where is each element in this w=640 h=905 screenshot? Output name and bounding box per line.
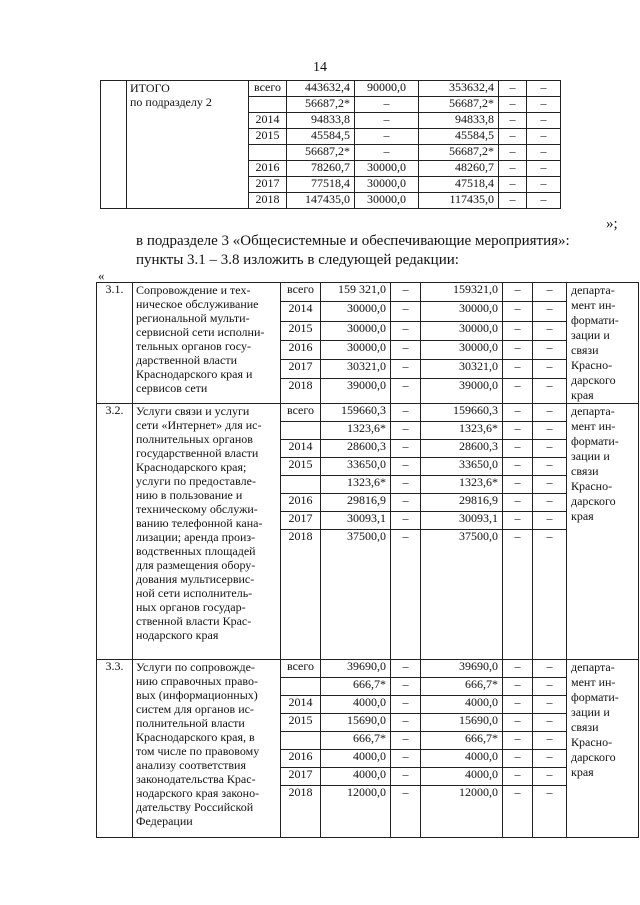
regional-cell: 56687,2* [419, 97, 499, 113]
federal-cell: – [391, 283, 421, 302]
regional-cell: 159321,0 [421, 283, 503, 302]
description-line: анализу соответствия [136, 758, 246, 772]
executor-line: формати- [571, 690, 619, 704]
executor-line: Красно- [571, 735, 613, 749]
other-cell: – [533, 512, 567, 530]
other-cell: – [527, 193, 561, 209]
year-cell [249, 97, 287, 113]
federal-cell: – [391, 476, 421, 494]
description-line: систем для органов ис- [136, 702, 254, 716]
description-line: услуги по предоставле- [136, 474, 256, 488]
description-line: дательству Российской [136, 800, 254, 814]
description-line: Федерации [136, 814, 193, 828]
description-line: дования мультисервис- [136, 572, 255, 586]
federal-cell: – [391, 360, 421, 379]
table-row [97, 404, 639, 422]
executor-line: зации и [571, 705, 610, 719]
year-cell: 2014 [281, 302, 321, 321]
executor-line: дарского [571, 373, 616, 387]
executor-line: Красно- [571, 358, 613, 372]
other-cell: – [533, 476, 567, 494]
regional-cell: 47518,4 [419, 177, 499, 193]
paragraph-line-1: в подразделе 3 «Общесистемные и обеспечивающие мероприятия»: [136, 233, 570, 249]
local-cell: – [503, 458, 533, 476]
other-cell: – [533, 678, 567, 696]
other-cell: – [533, 302, 567, 321]
total-cell: 30093,1 [321, 512, 391, 530]
description-line: полнительных органов [136, 432, 253, 446]
federal-cell: – [355, 129, 419, 145]
year-cell: всего [249, 81, 287, 97]
local-cell: – [503, 696, 533, 714]
year-cell: 2018 [281, 530, 321, 660]
local-cell: – [499, 161, 527, 177]
total-cell: 4000,0 [321, 768, 391, 786]
federal-cell: – [391, 302, 421, 321]
executor-line: департа- [571, 283, 615, 297]
total-cell: 30000,0 [321, 302, 391, 321]
federal-cell: – [355, 97, 419, 113]
year-cell: 2015 [281, 714, 321, 732]
local-cell: – [503, 283, 533, 302]
federal-cell: – [355, 113, 419, 129]
other-cell: – [533, 360, 567, 379]
closing-quote: »; [606, 216, 618, 232]
item-description [133, 283, 281, 404]
total-cell: 30000,0 [321, 321, 391, 340]
regional-cell: 1323,6* [421, 422, 503, 440]
local-cell: – [503, 714, 533, 732]
description-line: ных органов государ- [136, 600, 246, 614]
federal-cell: – [391, 530, 421, 660]
other-cell: – [533, 494, 567, 512]
federal-cell: 30000,0 [355, 177, 419, 193]
local-cell: – [499, 177, 527, 193]
regional-cell: 666,7* [421, 732, 503, 750]
regional-cell: 30000,0 [421, 321, 503, 340]
year-cell [281, 732, 321, 750]
regional-cell: 30000,0 [421, 340, 503, 359]
description-line: Сопровождение и тех- [136, 283, 251, 297]
description-line: Краснодарского края и [136, 367, 253, 381]
regional-cell: 30321,0 [421, 360, 503, 379]
federal-cell: 90000,0 [355, 81, 419, 97]
year-cell: 2014 [281, 440, 321, 458]
executor-line: связи [571, 343, 599, 357]
description-line: законодательства Крас- [136, 772, 256, 786]
local-cell: – [503, 678, 533, 696]
description-line: региональной мульти- [136, 311, 250, 325]
total-cell: 666,7* [321, 678, 391, 696]
description-line: Услуги по сопровожде- [136, 660, 255, 674]
executor-line: края [571, 765, 594, 779]
local-cell: – [503, 302, 533, 321]
total-cell: 39000,0 [321, 379, 391, 404]
local-cell: – [503, 340, 533, 359]
total-cell: 94833,8 [287, 113, 355, 129]
regional-cell: 39690,0 [421, 660, 503, 678]
other-cell: – [533, 440, 567, 458]
total-cell: 28600,3 [321, 440, 391, 458]
executor-line: формати- [571, 434, 619, 448]
total-cell: 443632,4 [287, 81, 355, 97]
description-line: водственных площадей [136, 544, 256, 558]
other-cell: – [533, 340, 567, 359]
description-line: ной сети исполнитель- [136, 586, 253, 600]
local-cell: – [499, 193, 527, 209]
total-cell: 1323,6* [321, 422, 391, 440]
federal-cell: – [391, 696, 421, 714]
regional-cell: 45584,5 [419, 129, 499, 145]
subtotal-label-line: по подразделу 2 [130, 95, 212, 109]
regional-cell: 4000,0 [421, 696, 503, 714]
federal-cell: – [391, 678, 421, 696]
regional-cell: 30093,1 [421, 512, 503, 530]
federal-cell: – [391, 750, 421, 768]
local-cell: – [503, 768, 533, 786]
description-line: тельных органов госу- [136, 339, 251, 353]
total-cell: 147435,0 [287, 193, 355, 209]
year-cell: 2016 [249, 161, 287, 177]
executor-line: Красно- [571, 479, 613, 493]
description-line: нию справочных право- [136, 674, 259, 688]
year-cell: 2015 [281, 321, 321, 340]
federal-cell: – [391, 340, 421, 359]
regional-cell: 30000,0 [421, 302, 503, 321]
local-cell: – [503, 404, 533, 422]
executor-cell [567, 660, 639, 838]
regional-cell: 4000,0 [421, 768, 503, 786]
local-cell: – [503, 476, 533, 494]
year-cell: всего [281, 283, 321, 302]
federal-cell: – [355, 145, 419, 161]
local-cell: – [503, 512, 533, 530]
federal-cell: – [391, 494, 421, 512]
description-line: сервисов сети [136, 381, 208, 395]
subtotal-label-line: ИТОГО [130, 81, 170, 95]
other-cell: – [533, 750, 567, 768]
year-cell: всего [281, 404, 321, 422]
table-row [101, 81, 561, 97]
total-cell: 33650,0 [321, 458, 391, 476]
year-cell: 2017 [281, 512, 321, 530]
executor-line: мент ин- [571, 298, 616, 312]
subtotal-label [127, 81, 249, 209]
federal-cell: – [391, 732, 421, 750]
local-cell: – [499, 145, 527, 161]
local-cell: – [499, 129, 527, 145]
year-cell: 2015 [281, 458, 321, 476]
year-cell [281, 422, 321, 440]
other-cell: – [533, 321, 567, 340]
local-cell: – [503, 494, 533, 512]
description-line: сети «Интернет» для ис- [136, 418, 262, 432]
year-cell: 2015 [249, 129, 287, 145]
total-cell: 4000,0 [321, 696, 391, 714]
federal-cell: – [391, 512, 421, 530]
total-cell: 30000,0 [321, 340, 391, 359]
total-cell: 1323,6* [321, 476, 391, 494]
description-line: дарственной власти [136, 353, 238, 367]
total-cell: 56687,2* [287, 97, 355, 113]
total-cell: 30321,0 [321, 360, 391, 379]
total-cell: 77518,4 [287, 177, 355, 193]
item-number: 3.2. [97, 404, 133, 660]
regional-cell: 33650,0 [421, 458, 503, 476]
description-line: том числе по правовому [136, 744, 260, 758]
total-cell: 29816,9 [321, 494, 391, 512]
total-cell: 159 321,0 [321, 283, 391, 302]
executor-line: департа- [571, 404, 615, 418]
item-number: 3.1. [97, 283, 133, 404]
local-cell: – [503, 530, 533, 660]
year-cell: 2016 [281, 340, 321, 359]
other-cell: – [527, 129, 561, 145]
amendment-paragraph [136, 232, 616, 270]
other-cell: – [527, 97, 561, 113]
local-cell: – [503, 379, 533, 404]
federal-cell: – [391, 422, 421, 440]
description-line: Краснодарского края; [136, 460, 247, 474]
total-cell: 12000,0 [321, 786, 391, 838]
executor-line: департа- [571, 660, 615, 674]
local-cell: – [503, 321, 533, 340]
other-cell: – [533, 768, 567, 786]
year-cell: 2016 [281, 750, 321, 768]
executor-line: зации и [571, 328, 610, 342]
other-cell: – [527, 177, 561, 193]
description-line: Краснодарского края, в [136, 730, 255, 744]
description-line: нию в пользование и [136, 488, 243, 502]
local-cell: – [503, 786, 533, 838]
regional-cell: 48260,7 [419, 161, 499, 177]
description-line: техническому обслужи- [136, 502, 258, 516]
executor-cell [567, 404, 639, 660]
item-number: 3.3. [97, 660, 133, 838]
total-cell: 45584,5 [287, 129, 355, 145]
executor-line: края [571, 509, 594, 523]
measures-table [96, 282, 639, 838]
other-cell: – [533, 404, 567, 422]
subtotal-body [101, 81, 561, 209]
table-row [97, 660, 639, 678]
federal-cell: – [391, 660, 421, 678]
other-cell: – [533, 283, 567, 302]
other-cell: – [533, 696, 567, 714]
federal-cell: – [391, 379, 421, 404]
total-cell: 159660,3 [321, 404, 391, 422]
regional-cell: 159660,3 [421, 404, 503, 422]
local-cell: – [499, 113, 527, 129]
item-description [133, 660, 281, 838]
local-cell: – [499, 81, 527, 97]
regional-cell: 37500,0 [421, 530, 503, 660]
other-cell: – [533, 458, 567, 476]
page-number: 14 [313, 60, 327, 75]
federal-cell: – [391, 404, 421, 422]
federal-cell: – [391, 714, 421, 732]
year-cell [281, 476, 321, 494]
federal-cell: – [391, 321, 421, 340]
description-line: ственной власти Крас- [136, 614, 252, 628]
total-cell: 56687,2* [287, 145, 355, 161]
regional-cell: 28600,3 [421, 440, 503, 458]
local-cell: – [503, 422, 533, 440]
other-cell: – [533, 422, 567, 440]
item-description [133, 404, 281, 660]
regional-cell: 12000,0 [421, 786, 503, 838]
description-line: Услуги связи и услуги [136, 404, 250, 418]
description-line: ническое обслуживание [136, 297, 259, 311]
subtotal-table [100, 80, 561, 209]
description-line: для размещения обору- [136, 558, 256, 572]
measures-body [97, 283, 639, 838]
description-line: нодарского края законо- [136, 786, 260, 800]
other-cell: – [533, 530, 567, 660]
regional-cell: 39000,0 [421, 379, 503, 404]
regional-cell: 666,7* [421, 678, 503, 696]
other-cell: – [533, 786, 567, 838]
year-cell [249, 145, 287, 161]
year-cell: 2018 [249, 193, 287, 209]
opening-quote: « [98, 268, 105, 283]
description-line: вых (информационных) [136, 688, 258, 702]
year-cell: 2017 [281, 768, 321, 786]
total-cell: 39690,0 [321, 660, 391, 678]
other-cell: – [533, 379, 567, 404]
executor-line: связи [571, 464, 599, 478]
federal-cell: – [391, 768, 421, 786]
regional-cell: 56687,2* [419, 145, 499, 161]
total-cell: 666,7* [321, 732, 391, 750]
table-row [97, 283, 639, 302]
item-number-cell [101, 81, 127, 209]
year-cell [281, 678, 321, 696]
executor-line: дарского [571, 494, 616, 508]
other-cell: – [527, 81, 561, 97]
description-line: ванию телефонной кана- [136, 516, 263, 530]
executor-line: зации и [571, 449, 610, 463]
description-line: лизации; аренда произ- [136, 530, 256, 544]
regional-cell: 4000,0 [421, 750, 503, 768]
description-line: полнительной власти [136, 716, 245, 730]
regional-cell: 1323,6* [421, 476, 503, 494]
other-cell: – [533, 660, 567, 678]
executor-cell [567, 283, 639, 404]
regional-cell: 94833,8 [419, 113, 499, 129]
local-cell: – [503, 750, 533, 768]
other-cell: – [533, 732, 567, 750]
total-cell: 37500,0 [321, 530, 391, 660]
other-cell: – [533, 714, 567, 732]
total-cell: 78260,7 [287, 161, 355, 177]
year-cell: всего [281, 660, 321, 678]
year-cell: 2014 [281, 696, 321, 714]
executor-line: дарского [571, 750, 616, 764]
description-line: нодарского края [136, 628, 219, 642]
executor-line: связи [571, 720, 599, 734]
regional-cell: 15690,0 [421, 714, 503, 732]
executor-line: формати- [571, 313, 619, 327]
year-cell: 2014 [249, 113, 287, 129]
description-line: государственной власти [136, 446, 259, 460]
federal-cell: – [391, 786, 421, 838]
executor-line: мент ин- [571, 675, 616, 689]
executor-line: края [571, 388, 594, 402]
paragraph-line-2: пункты 3.1 – 3.8 изложить в следующей редакции: [136, 252, 459, 268]
federal-cell: – [391, 440, 421, 458]
year-cell: 2017 [281, 360, 321, 379]
description-line: сервисной сети исполни- [136, 325, 265, 339]
local-cell: – [503, 440, 533, 458]
local-cell: – [503, 360, 533, 379]
year-cell: 2017 [249, 177, 287, 193]
regional-cell: 117435,0 [419, 193, 499, 209]
executor-line: мент ин- [571, 419, 616, 433]
regional-cell: 29816,9 [421, 494, 503, 512]
year-cell: 2016 [281, 494, 321, 512]
other-cell: – [527, 145, 561, 161]
other-cell: – [527, 113, 561, 129]
other-cell: – [527, 161, 561, 177]
total-cell: 15690,0 [321, 714, 391, 732]
federal-cell: 30000,0 [355, 161, 419, 177]
local-cell: – [503, 660, 533, 678]
local-cell: – [499, 97, 527, 113]
total-cell: 4000,0 [321, 750, 391, 768]
year-cell: 2018 [281, 379, 321, 404]
federal-cell: – [391, 458, 421, 476]
federal-cell: 30000,0 [355, 193, 419, 209]
regional-cell: 353632,4 [419, 81, 499, 97]
year-cell: 2018 [281, 786, 321, 838]
local-cell: – [503, 732, 533, 750]
